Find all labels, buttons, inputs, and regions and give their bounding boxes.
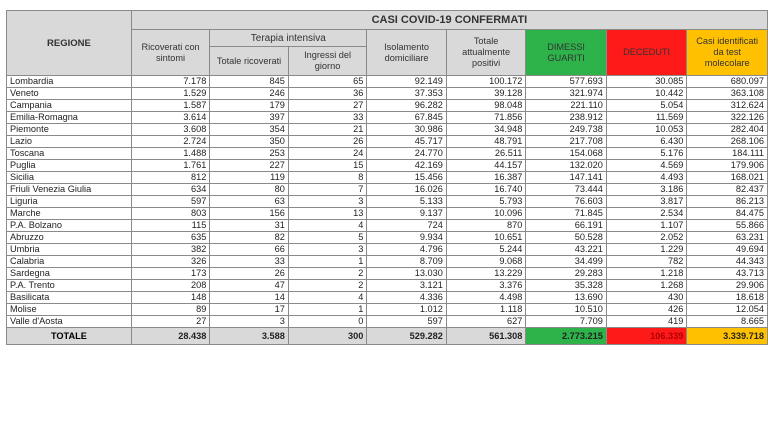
- value-cell: 18.618: [687, 292, 768, 304]
- value-cell: 8.709: [367, 256, 447, 268]
- value-cell: 5.133: [367, 196, 447, 208]
- value-cell: 35.328: [526, 280, 607, 292]
- value-cell: 34.499: [526, 256, 607, 268]
- value-cell: 724: [367, 220, 447, 232]
- table-row: [7, 232, 768, 244]
- value-cell: 680.097: [687, 76, 768, 88]
- region-name-cell: Friuli Venezia Giulia: [7, 184, 132, 196]
- value-cell: 1.268: [606, 280, 687, 292]
- deceduti-header: DECEDUTI: [606, 30, 687, 76]
- value-cell: 208: [131, 280, 210, 292]
- value-cell: 16.387: [446, 172, 526, 184]
- value-cell: 803: [131, 208, 210, 220]
- value-cell: 3.614: [131, 112, 210, 124]
- dimessi-header: DIMESSI GUARITI: [526, 30, 607, 76]
- table-row: [7, 268, 768, 280]
- value-cell: 36: [288, 88, 367, 100]
- value-cell: 34.948: [446, 124, 526, 136]
- value-cell: 1.529: [131, 88, 210, 100]
- value-cell: 71.856: [446, 112, 526, 124]
- value-cell: 13.229: [446, 268, 526, 280]
- value-cell: 382: [131, 244, 210, 256]
- value-cell: 86.213: [687, 196, 768, 208]
- value-cell: 80: [210, 184, 289, 196]
- value-cell: 65: [288, 76, 367, 88]
- value-cell: 26: [288, 136, 367, 148]
- value-cell: 5.793: [446, 196, 526, 208]
- value-cell: 33: [210, 256, 289, 268]
- value-cell: 2.052: [606, 232, 687, 244]
- value-cell: 43.713: [687, 268, 768, 280]
- test-header: Casi identificati da test molecolare: [687, 30, 768, 76]
- value-cell: 3.608: [131, 124, 210, 136]
- value-cell: 577.693: [526, 76, 607, 88]
- value-cell: 100.172: [446, 76, 526, 88]
- region-name-cell: Sardegna: [7, 268, 132, 280]
- value-cell: 11.569: [606, 112, 687, 124]
- region-name-cell: P.A. Trento: [7, 280, 132, 292]
- value-cell: 29.906: [687, 280, 768, 292]
- totale-ricoverati-header: Totale ricoverati: [210, 47, 289, 76]
- value-cell: 9.934: [367, 232, 447, 244]
- value-cell: 7.178: [131, 76, 210, 88]
- ricoverati-header: Ricoverati con sintomi: [131, 30, 210, 76]
- value-cell: 3.376: [446, 280, 526, 292]
- table-row: [7, 244, 768, 256]
- value-cell: 4: [288, 220, 367, 232]
- value-cell: 597: [367, 316, 447, 328]
- table-row: [7, 184, 768, 196]
- value-cell: 148: [131, 292, 210, 304]
- value-cell: 326: [131, 256, 210, 268]
- value-cell: 1.218: [606, 268, 687, 280]
- table-row: [7, 256, 768, 268]
- value-cell: 321.974: [526, 88, 607, 100]
- value-cell: 4.498: [446, 292, 526, 304]
- value-cell: 29.283: [526, 268, 607, 280]
- total-value-cell: 3.588: [210, 328, 289, 345]
- value-cell: 3: [210, 316, 289, 328]
- value-cell: 419: [606, 316, 687, 328]
- value-cell: 9.137: [367, 208, 447, 220]
- region-name-cell: Sicilia: [7, 172, 132, 184]
- value-cell: 4.796: [367, 244, 447, 256]
- value-cell: 3.121: [367, 280, 447, 292]
- value-cell: 66.191: [526, 220, 607, 232]
- total-value-cell: 300: [288, 328, 367, 345]
- value-cell: 4.493: [606, 172, 687, 184]
- region-name-cell: Valle d'Aosta: [7, 316, 132, 328]
- value-cell: 49.694: [687, 244, 768, 256]
- table-row: [7, 148, 768, 160]
- value-cell: 426: [606, 304, 687, 316]
- value-cell: 31: [210, 220, 289, 232]
- region-name-cell: Molise: [7, 304, 132, 316]
- value-cell: 71.845: [526, 208, 607, 220]
- table-row: [7, 124, 768, 136]
- positivi-header: Totale attualmente positivi: [446, 30, 526, 76]
- value-cell: 1.761: [131, 160, 210, 172]
- value-cell: 76.603: [526, 196, 607, 208]
- value-cell: 5.244: [446, 244, 526, 256]
- isolamento-header: Isolamento domiciliare: [367, 30, 447, 76]
- value-cell: 16.740: [446, 184, 526, 196]
- value-cell: 5: [288, 232, 367, 244]
- total-value-cell: 106.339: [606, 328, 687, 345]
- value-cell: 96.282: [367, 100, 447, 112]
- value-cell: 8: [288, 172, 367, 184]
- value-cell: 10.096: [446, 208, 526, 220]
- region-name-cell: Veneto: [7, 88, 132, 100]
- table-row: [7, 172, 768, 184]
- region-name-cell: Lombardia: [7, 76, 132, 88]
- value-cell: 312.624: [687, 100, 768, 112]
- region-name-cell: P.A. Bolzano: [7, 220, 132, 232]
- value-cell: 48.791: [446, 136, 526, 148]
- value-cell: 154.068: [526, 148, 607, 160]
- region-header: REGIONE: [7, 11, 132, 76]
- value-cell: 30.085: [606, 76, 687, 88]
- table-row: [7, 220, 768, 232]
- value-cell: 13.690: [526, 292, 607, 304]
- value-cell: 597: [131, 196, 210, 208]
- region-name-cell: Marche: [7, 208, 132, 220]
- value-cell: 238.912: [526, 112, 607, 124]
- value-cell: 7: [288, 184, 367, 196]
- value-cell: 63: [210, 196, 289, 208]
- value-cell: 16.026: [367, 184, 447, 196]
- table-title: CASI COVID-19 CONFERMATI: [131, 11, 767, 30]
- value-cell: 63.231: [687, 232, 768, 244]
- value-cell: 10.442: [606, 88, 687, 100]
- value-cell: 1.118: [446, 304, 526, 316]
- region-name-cell: Abruzzo: [7, 232, 132, 244]
- value-cell: 179.906: [687, 160, 768, 172]
- value-cell: 98.048: [446, 100, 526, 112]
- value-cell: 2.534: [606, 208, 687, 220]
- value-cell: 4.569: [606, 160, 687, 172]
- value-cell: 1.488: [131, 148, 210, 160]
- ingressi-header: Ingressi del giorno: [288, 47, 367, 76]
- value-cell: 10.053: [606, 124, 687, 136]
- value-cell: 4.336: [367, 292, 447, 304]
- value-cell: 227: [210, 160, 289, 172]
- value-cell: 363.108: [687, 88, 768, 100]
- value-cell: 55.866: [687, 220, 768, 232]
- total-value-cell: 529.282: [367, 328, 447, 345]
- value-cell: 3: [288, 196, 367, 208]
- region-name-cell: Basilicata: [7, 292, 132, 304]
- region-name-cell: Piemonte: [7, 124, 132, 136]
- value-cell: 45.717: [367, 136, 447, 148]
- value-cell: 39.128: [446, 88, 526, 100]
- value-cell: 12.054: [687, 304, 768, 316]
- table-row: [7, 196, 768, 208]
- table-row: [7, 280, 768, 292]
- region-name-cell: Umbria: [7, 244, 132, 256]
- table-row: [7, 100, 768, 112]
- value-cell: 397: [210, 112, 289, 124]
- value-cell: 2: [288, 280, 367, 292]
- value-cell: 13.030: [367, 268, 447, 280]
- table-row: [7, 88, 768, 100]
- value-cell: 627: [446, 316, 526, 328]
- value-cell: 84.475: [687, 208, 768, 220]
- value-cell: 37.353: [367, 88, 447, 100]
- value-cell: 15: [288, 160, 367, 172]
- region-name-cell: Puglia: [7, 160, 132, 172]
- value-cell: 1: [288, 304, 367, 316]
- value-cell: 8.665: [687, 316, 768, 328]
- value-cell: 168.021: [687, 172, 768, 184]
- total-value-cell: 561.308: [446, 328, 526, 345]
- total-value-cell: 2.773.215: [526, 328, 607, 345]
- value-cell: 634: [131, 184, 210, 196]
- value-cell: 10.651: [446, 232, 526, 244]
- value-cell: 119: [210, 172, 289, 184]
- value-cell: 354: [210, 124, 289, 136]
- value-cell: 115: [131, 220, 210, 232]
- value-cell: 249.738: [526, 124, 607, 136]
- value-cell: 7.709: [526, 316, 607, 328]
- table-row: [7, 112, 768, 124]
- value-cell: 132.020: [526, 160, 607, 172]
- table-row: [7, 304, 768, 316]
- value-cell: 221.110: [526, 100, 607, 112]
- value-cell: 173: [131, 268, 210, 280]
- value-cell: 1.587: [131, 100, 210, 112]
- value-cell: 812: [131, 172, 210, 184]
- value-cell: 3.817: [606, 196, 687, 208]
- region-name-cell: Liguria: [7, 196, 132, 208]
- table-row: [7, 208, 768, 220]
- value-cell: 156: [210, 208, 289, 220]
- value-cell: 82: [210, 232, 289, 244]
- value-cell: 27: [131, 316, 210, 328]
- value-cell: 5.176: [606, 148, 687, 160]
- value-cell: 13: [288, 208, 367, 220]
- value-cell: 26: [210, 268, 289, 280]
- table-row: [7, 160, 768, 172]
- value-cell: 1: [288, 256, 367, 268]
- value-cell: 184.111: [687, 148, 768, 160]
- value-cell: 6.430: [606, 136, 687, 148]
- value-cell: 322.126: [687, 112, 768, 124]
- value-cell: 430: [606, 292, 687, 304]
- value-cell: 67.845: [367, 112, 447, 124]
- value-cell: 3: [288, 244, 367, 256]
- table-row: [7, 76, 768, 88]
- value-cell: 845: [210, 76, 289, 88]
- value-cell: 246: [210, 88, 289, 100]
- region-name-cell: Toscana: [7, 148, 132, 160]
- value-cell: 2.724: [131, 136, 210, 148]
- value-cell: 92.149: [367, 76, 447, 88]
- value-cell: 43.221: [526, 244, 607, 256]
- value-cell: 782: [606, 256, 687, 268]
- value-cell: 635: [131, 232, 210, 244]
- value-cell: 147.141: [526, 172, 607, 184]
- value-cell: 3.186: [606, 184, 687, 196]
- total-value-cell: 3.339.718: [687, 328, 768, 345]
- value-cell: 217.708: [526, 136, 607, 148]
- value-cell: 870: [446, 220, 526, 232]
- value-cell: 1.229: [606, 244, 687, 256]
- total-row: [7, 328, 768, 345]
- covid-cases-table: [6, 10, 768, 345]
- region-name-cell: Emilia-Romagna: [7, 112, 132, 124]
- value-cell: 9.068: [446, 256, 526, 268]
- value-cell: 14: [210, 292, 289, 304]
- value-cell: 1.012: [367, 304, 447, 316]
- value-cell: 47: [210, 280, 289, 292]
- value-cell: 89: [131, 304, 210, 316]
- value-cell: 21: [288, 124, 367, 136]
- value-cell: 30.986: [367, 124, 447, 136]
- value-cell: 4: [288, 292, 367, 304]
- value-cell: 0: [288, 316, 367, 328]
- region-name-cell: Calabria: [7, 256, 132, 268]
- value-cell: 44.157: [446, 160, 526, 172]
- value-cell: 66: [210, 244, 289, 256]
- covid-table-container: [6, 10, 766, 345]
- value-cell: 1.107: [606, 220, 687, 232]
- value-cell: 10.510: [526, 304, 607, 316]
- value-cell: 24: [288, 148, 367, 160]
- value-cell: 2: [288, 268, 367, 280]
- value-cell: 253: [210, 148, 289, 160]
- terapia-header: Terapia intensiva: [210, 30, 367, 47]
- value-cell: 350: [210, 136, 289, 148]
- total-value-cell: 28.438: [131, 328, 210, 345]
- value-cell: 73.444: [526, 184, 607, 196]
- value-cell: 82.437: [687, 184, 768, 196]
- value-cell: 50.528: [526, 232, 607, 244]
- region-name-cell: Lazio: [7, 136, 132, 148]
- region-name-cell: Campania: [7, 100, 132, 112]
- value-cell: 26.511: [446, 148, 526, 160]
- value-cell: 24.770: [367, 148, 447, 160]
- value-cell: 282.404: [687, 124, 768, 136]
- value-cell: 17: [210, 304, 289, 316]
- table-row: [7, 316, 768, 328]
- table-row: [7, 292, 768, 304]
- total-label-cell: TOTALE: [7, 328, 132, 345]
- value-cell: 268.106: [687, 136, 768, 148]
- value-cell: 179: [210, 100, 289, 112]
- value-cell: 27: [288, 100, 367, 112]
- table-row: [7, 136, 768, 148]
- value-cell: 42.169: [367, 160, 447, 172]
- table-body: [7, 76, 768, 345]
- value-cell: 33: [288, 112, 367, 124]
- value-cell: 15.456: [367, 172, 447, 184]
- value-cell: 44.343: [687, 256, 768, 268]
- value-cell: 5.054: [606, 100, 687, 112]
